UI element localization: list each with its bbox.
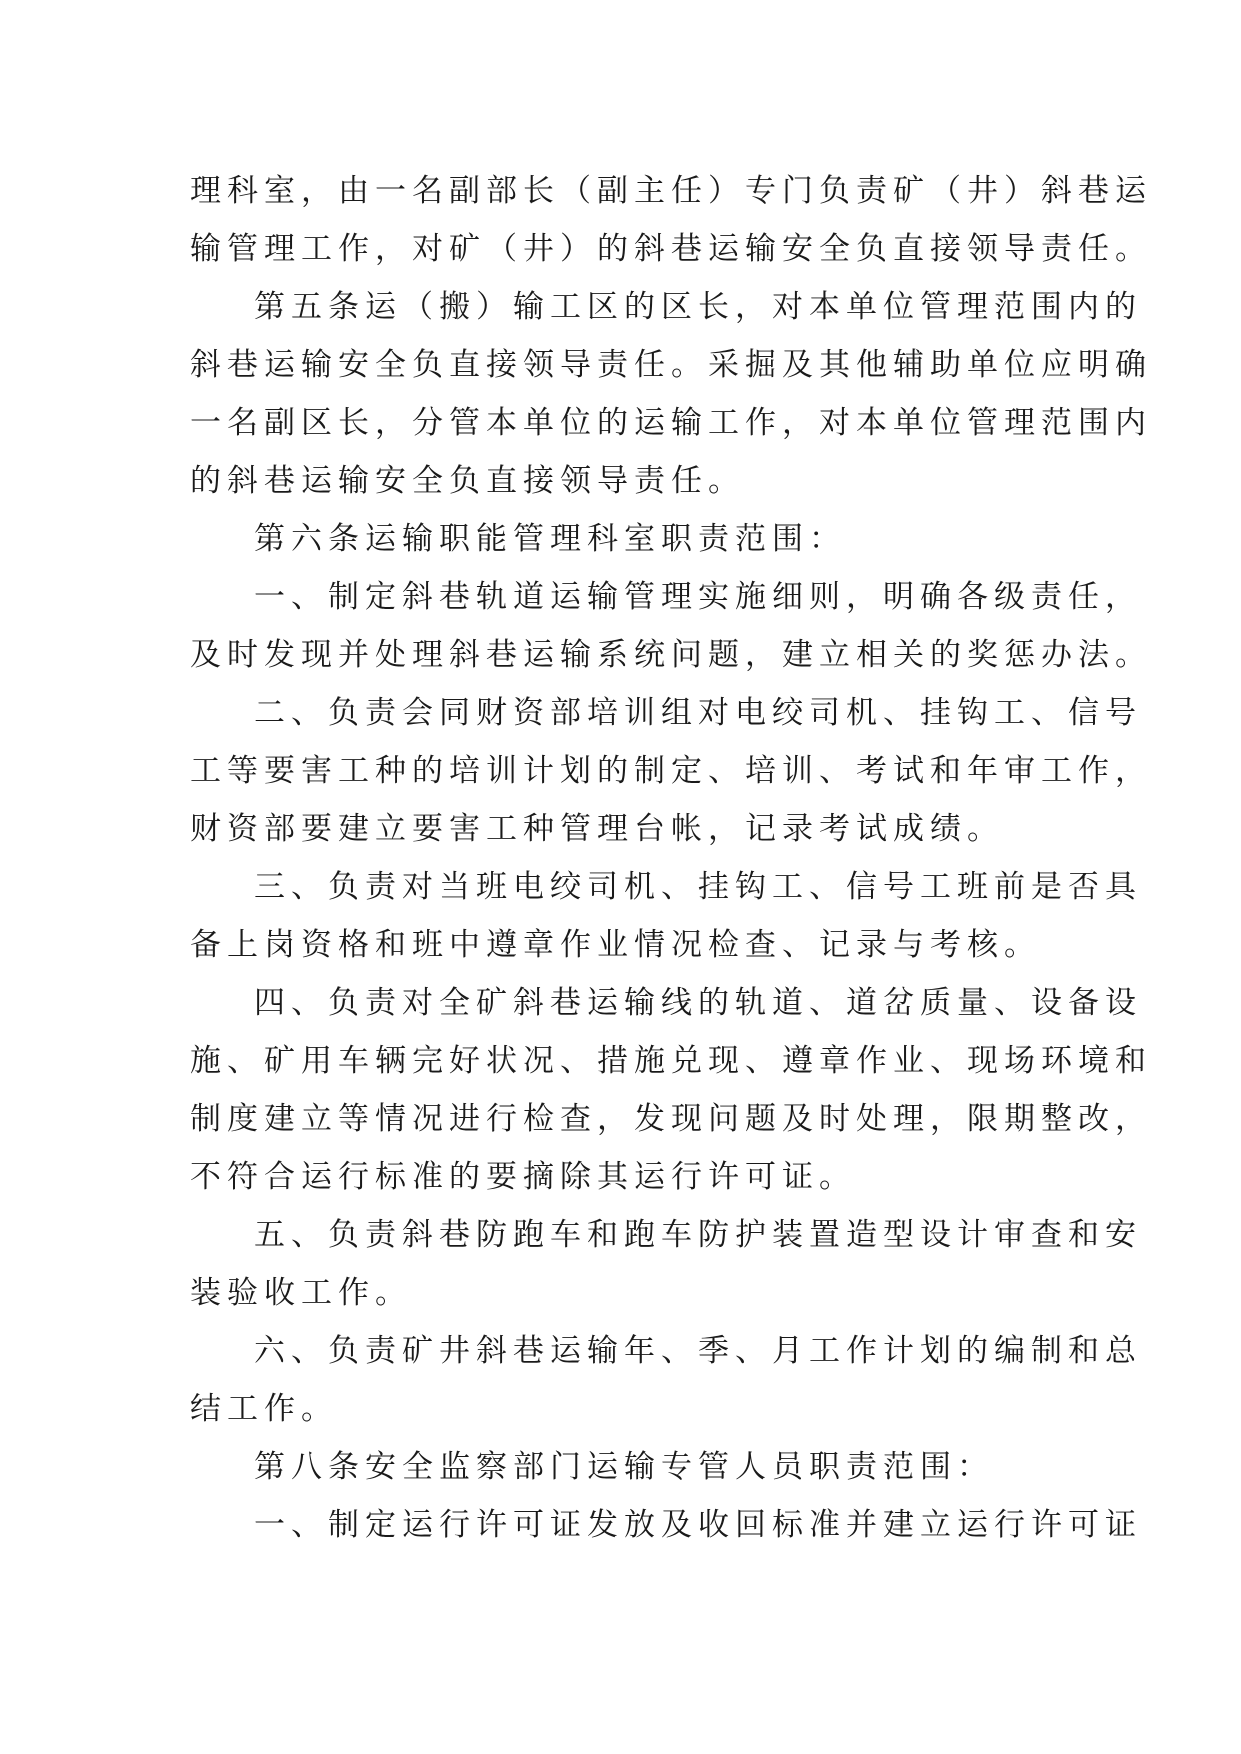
text-line: 二、负责会同财资部培训组对电绞司机、挂钩工、信号 [254,695,1142,731]
text-line: 输管理工作，对矿（井）的斜巷运输安全负直接领导责任。 [190,231,1152,267]
text-line: 四、负责对全矿斜巷运输线的轨道、道岔质量、设备设 [254,985,1142,1021]
text-line: 结工作。 [190,1391,338,1427]
text-line: 第六条运输职能管理科室职责范围： [254,521,846,557]
text-line: 第八条安全监察部门运输专管人员职责范围： [254,1449,994,1485]
text-line: 工等要害工种的培训计划的制定、培训、考试和年审工作， [190,753,1152,789]
text-line: 施、矿用车辆完好状况、措施兑现、遵章作业、现场环境和 [190,1043,1152,1079]
text-line: 一、制定斜巷轨道运输管理实施细则，明确各级责任， [254,579,1142,615]
text-line: 制度建立等情况进行检查，发现问题及时处理，限期整改， [190,1101,1152,1137]
text-line: 理科室，由一名副部长（副主任）专门负责矿（井）斜巷运 [190,173,1152,209]
text-line: 五、负责斜巷防跑车和跑车防护装置造型设计审查和安 [254,1217,1142,1253]
text-line: 备上岗资格和班中遵章作业情况检查、记录与考核。 [190,927,1041,963]
text-line: 装验收工作。 [190,1275,412,1311]
text-line: 一名副区长，分管本单位的运输工作，对本单位管理范围内 [190,405,1152,441]
text-line: 的斜巷运输安全负直接领导责任。 [190,463,745,499]
text-line: 一、制定运行许可证发放及收回标准并建立运行许可证 [254,1507,1142,1543]
text-line: 六、负责矿井斜巷运输年、季、月工作计划的编制和总 [254,1333,1142,1369]
document-body [190,162,1152,1554]
text-line: 第五条运（搬）输工区的区长，对本单位管理范围内的 [254,289,1142,325]
text-line: 财资部要建立要害工种管理台帐，记录考试成绩。 [190,811,1004,847]
text-line: 三、负责对当班电绞司机、挂钩工、信号工班前是否具 [254,869,1142,905]
text-line: 斜巷运输安全负直接领导责任。采掘及其他辅助单位应明确 [190,347,1152,383]
text-line: 不符合运行标准的要摘除其运行许可证。 [190,1159,856,1195]
text-line: 及时发现并处理斜巷运输系统问题，建立相关的奖惩办法。 [190,637,1152,673]
